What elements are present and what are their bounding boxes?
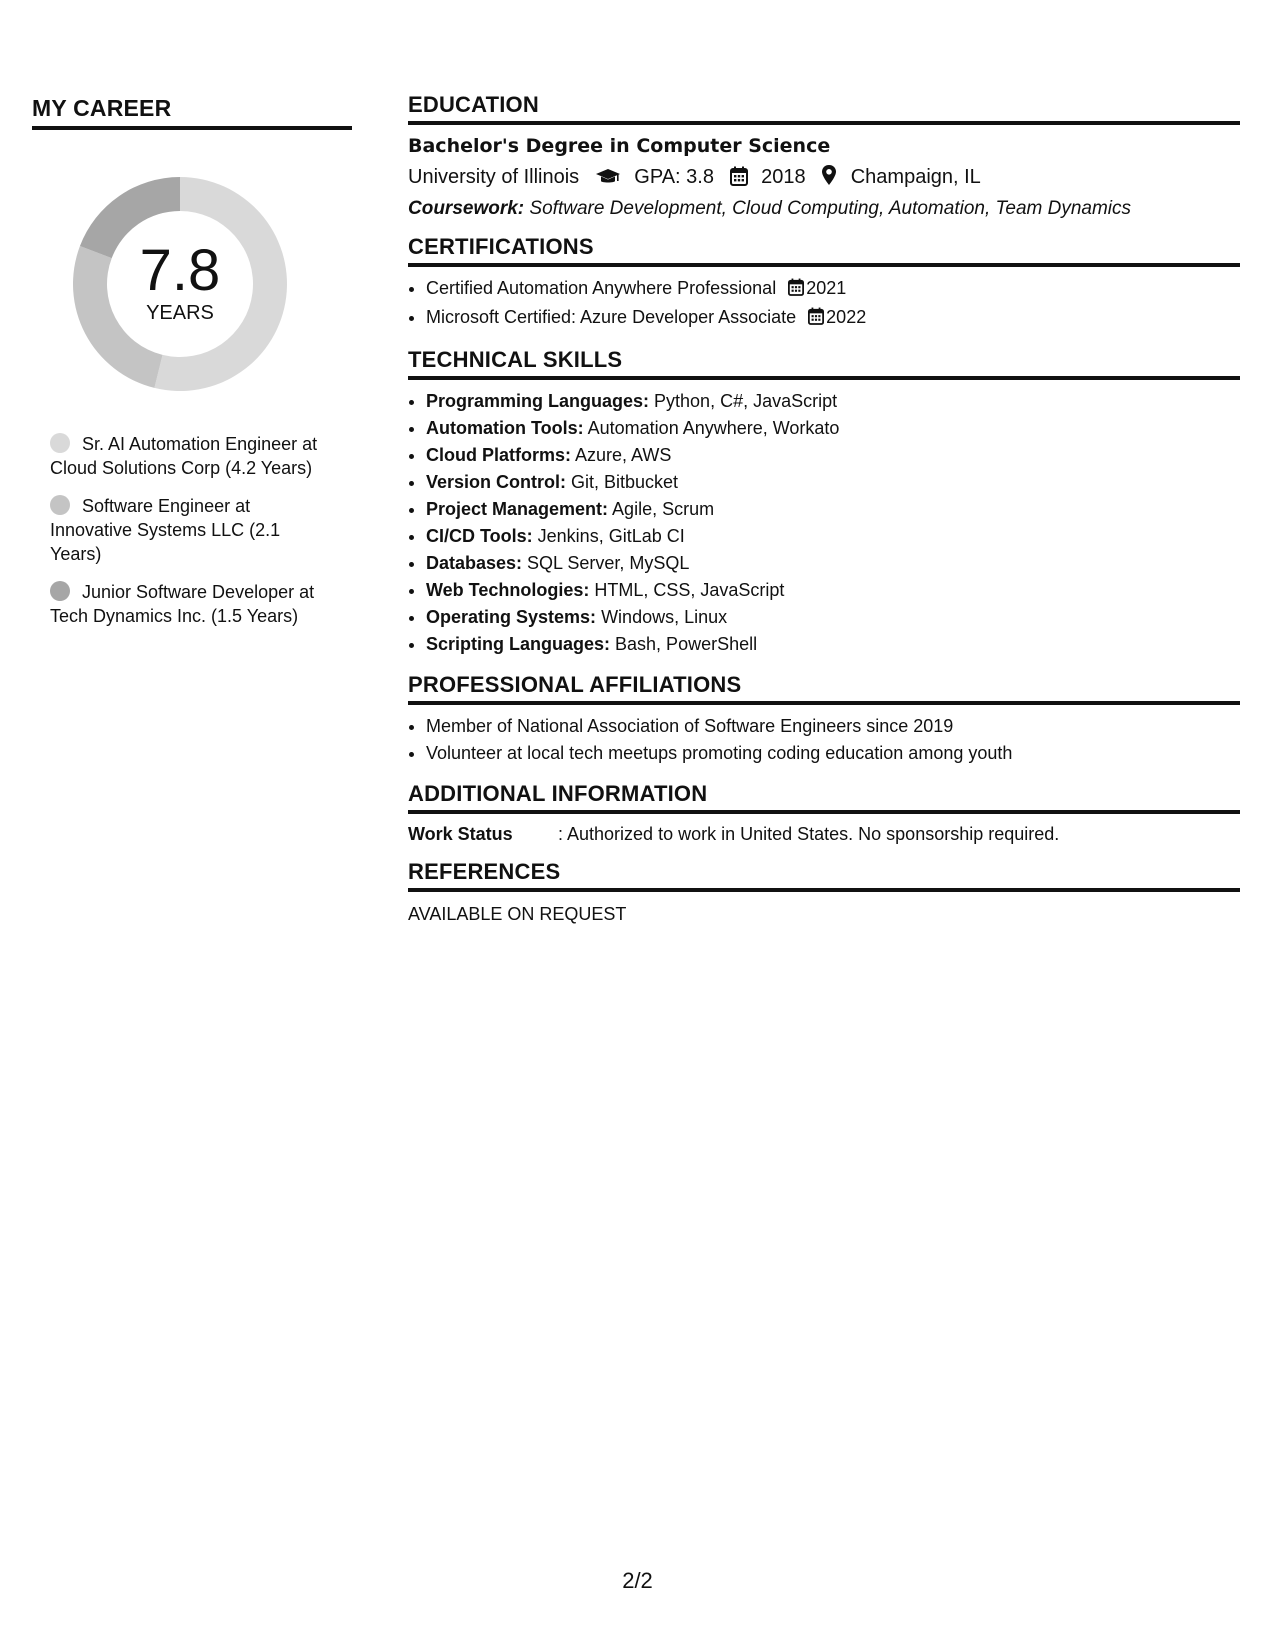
skill-label: Web Technologies:	[426, 580, 590, 600]
total-years-unit: YEARS	[146, 302, 214, 324]
references-section	[408, 859, 1240, 925]
skill-item	[426, 523, 1240, 550]
affiliations-section	[408, 672, 1240, 767]
gpa-value: GPA: 3.8	[634, 166, 714, 188]
affiliation-item: • Member of National Association of Software Engineers since 2019	[426, 713, 1240, 740]
career-sidebar	[32, 95, 352, 642]
career-legend	[32, 432, 330, 628]
map-pin-icon	[821, 164, 837, 194]
certification-year: 2021	[806, 278, 847, 298]
skills-list	[408, 388, 1240, 658]
skill-label: Cloud Platforms:	[426, 445, 572, 465]
skill-label: Scripting Languages:	[426, 634, 611, 654]
coursework	[408, 198, 1240, 220]
education-location: Champaign, IL	[850, 166, 981, 188]
skill-label: Automation Tools:	[426, 418, 584, 438]
career-heading: MY CAREER	[32, 95, 352, 130]
calendar-icon	[788, 277, 804, 304]
legend-label: Junior Software Developer at Tech Dynamics Inc. (1.5 Years)	[50, 582, 315, 626]
skill-item	[426, 631, 1240, 658]
resume-main	[408, 92, 1240, 939]
skill-label: Databases:	[426, 553, 523, 573]
additional-section	[408, 781, 1240, 845]
skills-section	[408, 347, 1240, 658]
certification-item	[426, 275, 1240, 304]
legend-label: Software Engineer at Innovative Systems LLC (2.1 Years)	[50, 496, 281, 564]
skill-item	[426, 388, 1240, 415]
university-name: University of Illinois	[408, 166, 580, 188]
skill-item	[426, 415, 1240, 442]
skill-item	[426, 604, 1240, 631]
page-number: 2/2	[622, 1568, 653, 1593]
skill-item	[426, 550, 1240, 577]
work-status-value: : Authorized to work in United States. No sponsorship required.	[558, 824, 1060, 844]
skills-heading: TECHNICAL SKILLS	[408, 347, 1240, 380]
skill-item	[426, 469, 1240, 496]
certifications-section	[408, 234, 1240, 333]
graduation-cap-icon	[595, 166, 621, 194]
skill-value: Windows, Linux	[596, 607, 728, 627]
affiliations-heading: PROFESSIONAL AFFILIATIONS	[408, 672, 1240, 705]
coursework-value: Software Development, Cloud Computing, Automation, Team Dynamics	[524, 198, 1132, 219]
calendar-icon	[730, 166, 748, 194]
coursework-label: Coursework:	[408, 198, 525, 219]
work-status	[408, 824, 1240, 845]
legend-item	[50, 580, 330, 628]
references-heading: REFERENCES	[408, 859, 1240, 892]
legend-label: Sr. AI Automation Engineer at Cloud Solutions Corp (4.2 Years)	[50, 434, 318, 478]
skill-label: Programming Languages:	[426, 391, 650, 411]
education-section	[408, 92, 1240, 220]
certifications-heading: CERTIFICATIONS	[408, 234, 1240, 267]
legend-item	[50, 494, 330, 566]
additional-heading: ADDITIONAL INFORMATION	[408, 781, 1240, 814]
skill-value: Jenkins, GitLab CI	[532, 526, 685, 546]
skill-value: HTML, CSS, JavaScript	[589, 580, 785, 600]
skill-label: CI/CD Tools:	[426, 526, 533, 546]
skill-value: SQL Server, MySQL	[522, 553, 690, 573]
skill-value: Bash, PowerShell	[610, 634, 758, 654]
skill-value: Python, C#, JavaScript	[649, 391, 838, 411]
skill-item	[426, 442, 1240, 469]
education-heading: EDUCATION	[408, 92, 1240, 125]
legend-dot	[50, 495, 70, 515]
skill-value: Azure, AWS	[571, 445, 672, 465]
skill-item	[426, 577, 1240, 604]
affiliations-list	[408, 713, 1240, 767]
legend-dot	[50, 581, 70, 601]
certification-name: Microsoft Certified: Azure Developer Associate	[426, 307, 797, 327]
work-status-label: Work Status	[408, 824, 513, 844]
calendar-icon	[808, 306, 824, 333]
total-years-value: 7.8	[139, 238, 221, 303]
certification-item	[426, 304, 1240, 333]
skill-value: Automation Anywhere, Workato	[583, 418, 840, 438]
degree-title: Bachelor's Degree in Computer Science	[408, 135, 831, 157]
graduation-year: 2018	[761, 166, 806, 188]
legend-item	[50, 432, 330, 480]
affiliation-item: • Volunteer at local tech meetups promoting coding education among youth	[426, 740, 1240, 767]
certifications-list	[408, 275, 1240, 333]
references-text: AVAILABLE ON REQUEST	[408, 904, 627, 924]
certification-year: 2022	[826, 307, 867, 327]
skill-item	[426, 496, 1240, 523]
skill-value: Git, Bitbucket	[566, 472, 679, 492]
career-donut-chart	[66, 170, 294, 398]
certification-name: Certified Automation Anywhere Professional	[426, 278, 777, 298]
skill-label: Project Management:	[426, 499, 609, 519]
legend-dot	[50, 433, 70, 453]
skill-label: Version Control:	[426, 472, 567, 492]
skill-label: Operating Systems:	[426, 607, 597, 627]
donut-center	[66, 170, 294, 398]
skill-value: Agile, Scrum	[608, 499, 715, 519]
education-details	[408, 163, 1240, 194]
